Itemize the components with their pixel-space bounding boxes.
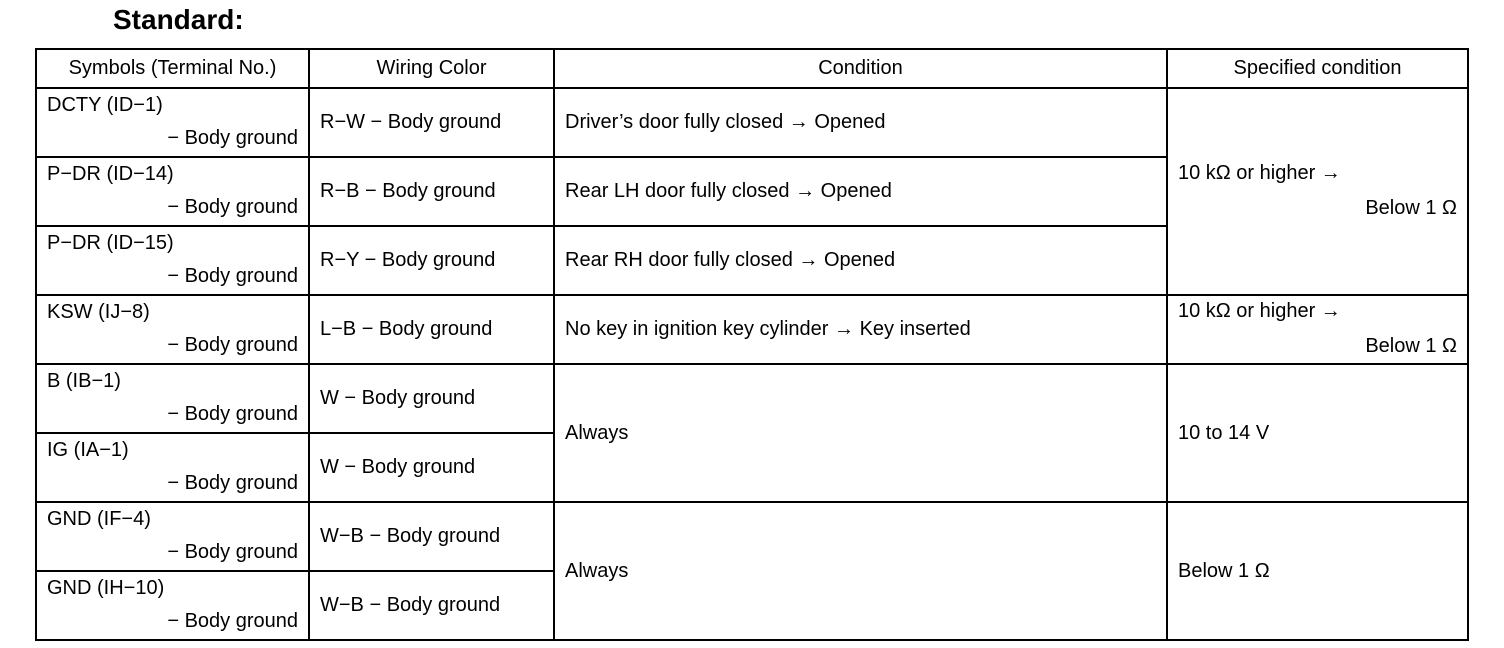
table-row — [36, 502, 1468, 571]
header-condition: Condition — [554, 49, 1167, 88]
wiring-cell — [309, 157, 554, 226]
specified-line-1: 10 kΩ or higher → — [1178, 299, 1341, 322]
symbol-suffix: − Body ground — [167, 541, 298, 563]
symbol-suffix: − Body ground — [167, 472, 298, 494]
symbol-terminal: P−DR (ID−14) — [47, 163, 174, 185]
wiring-cell — [309, 88, 554, 157]
symbol-terminal: P−DR (ID−15) — [47, 232, 174, 254]
condition-text: No key in ignition key cylinder → Key inserted — [565, 318, 971, 340]
wiring-cell — [309, 571, 554, 640]
condition-cell — [554, 502, 1167, 640]
symbol-cell — [36, 502, 309, 571]
table-row — [36, 88, 1468, 157]
specified-line-2: Below 1 Ω — [1365, 196, 1457, 219]
condition-text: Rear RH door fully closed → Opened — [565, 249, 896, 271]
specified-line-2: Below 1 Ω — [1365, 334, 1457, 357]
wiring-cell — [309, 226, 554, 295]
specified-condition-cell — [1167, 88, 1468, 295]
wiring-color: W−B − Body ground — [320, 594, 501, 616]
condition-cell — [554, 226, 1167, 295]
symbol-cell — [36, 226, 309, 295]
table-row — [36, 295, 1468, 364]
wiring-color: R−Y − Body ground — [320, 249, 496, 271]
condition-text: Always — [565, 559, 629, 582]
symbol-cell — [36, 295, 309, 364]
symbol-cell — [36, 88, 309, 157]
condition-text: Driver’s door fully closed → Opened — [565, 111, 886, 133]
wiring-cell — [309, 364, 554, 433]
table-header-row — [36, 49, 1468, 88]
page-title: Standard: — [113, 4, 244, 35]
symbol-cell — [36, 571, 309, 640]
symbol-suffix: − Body ground — [167, 610, 298, 632]
symbol-cell — [36, 364, 309, 433]
symbol-terminal: GND (IH−10) — [47, 577, 165, 599]
table-row — [36, 364, 1468, 433]
specified-condition-cell — [1167, 364, 1468, 502]
header-wiring-color: Wiring Color — [309, 49, 554, 88]
specified-condition-cell — [1167, 295, 1468, 364]
condition-cell — [554, 364, 1167, 502]
header-specified-condition: Specified condition — [1167, 49, 1468, 88]
wiring-color: W − Body ground — [320, 387, 476, 409]
wiring-color: L−B − Body ground — [320, 318, 493, 340]
symbol-suffix: − Body ground — [167, 265, 298, 287]
condition-cell — [554, 295, 1167, 364]
symbol-terminal: B (IB−1) — [47, 370, 121, 392]
symbol-terminal: IG (IA−1) — [47, 439, 129, 461]
condition-cell — [554, 88, 1167, 157]
condition-text: Rear LH door fully closed → Opened — [565, 180, 892, 202]
symbol-suffix: − Body ground — [167, 334, 298, 356]
wiring-color: W − Body ground — [320, 456, 476, 478]
specified-text: Below 1 Ω — [1178, 559, 1270, 582]
wiring-cell — [309, 295, 554, 364]
specified-text: 10 to 14 V — [1178, 421, 1270, 444]
specified-condition-cell — [1167, 502, 1468, 640]
standard-spec-table — [35, 48, 1469, 641]
symbol-cell — [36, 433, 309, 502]
wiring-color: W−B − Body ground — [320, 525, 501, 547]
symbol-terminal: GND (IF−4) — [47, 508, 151, 530]
wiring-cell — [309, 502, 554, 571]
specified-line-1: 10 kΩ or higher → — [1178, 161, 1341, 184]
symbol-terminal: DCTY (ID−1) — [47, 94, 163, 116]
condition-text: Always — [565, 421, 629, 444]
symbol-suffix: − Body ground — [167, 196, 298, 218]
wiring-color: R−B − Body ground — [320, 180, 496, 202]
condition-cell — [554, 157, 1167, 226]
symbol-cell — [36, 157, 309, 226]
symbol-suffix: − Body ground — [167, 403, 298, 425]
wiring-color: R−W − Body ground — [320, 111, 502, 133]
symbol-suffix: − Body ground — [167, 127, 298, 149]
wiring-cell — [309, 433, 554, 502]
symbol-terminal: KSW (IJ−8) — [47, 301, 150, 323]
header-symbols: Symbols (Terminal No.) — [36, 49, 309, 88]
